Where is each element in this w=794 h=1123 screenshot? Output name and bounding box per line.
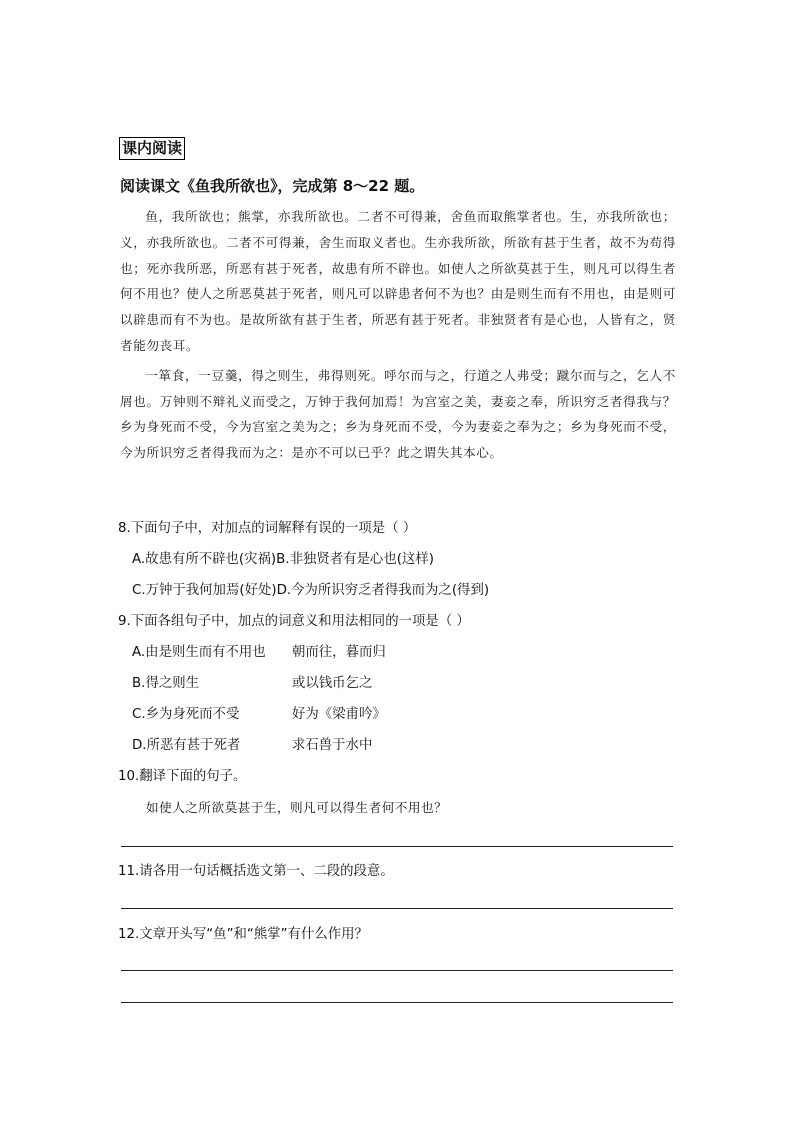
- passage-paragraph-2: 一箪食，一豆羹，得之则生，弗得则死。呼尔而与之，行道之人弗受；蹴尔而与之，乞人不屑也。万钟则不辩礼义而受之，万钟于我何加焉！为宫室之美，妻妾之奉，所识穷乏者得我与？乡为身死而不受，今为宫室之美为之；乡为身死而不受，今为妻妾之奉为之；乡为身死而不受，今为所识穷乏者得我而为之：是亦不可以已乎？此之谓失其本心。: [120, 367, 676, 461]
- reading-instruction: 阅读课文《鱼我所欲也》，完成第 8～22 题。: [120, 177, 425, 195]
- option-sentence: B.得之则生: [132, 676, 200, 691]
- section-label-box: 课内阅读: [119, 137, 185, 160]
- question-9-option-a: [118, 643, 674, 674]
- question-8-options-ab: A.故患有所不辟也(灾祸)B.非独贤者有是心也(这样): [132, 552, 434, 567]
- option-compare-sentence: 或以钱币乞之: [292, 676, 373, 691]
- question-11-stem: 11.请各用一句话概括选文第一、二段的段意。: [118, 864, 394, 879]
- question-8-stem: 8.下面句子中，对加点的词解释有误的一项是（ ）: [118, 521, 417, 536]
- answer-line-10[interactable]: [121, 846, 673, 847]
- question-9-option-c: [118, 705, 674, 736]
- answer-line-12b[interactable]: [121, 1002, 673, 1003]
- question-8-options-cd: C.万钟于我何加焉(好处)D.今为所识穷乏者得我而为之(得到): [132, 583, 490, 598]
- classical-passage: [120, 204, 676, 466]
- option-compare-sentence: 朝而往，暮而归: [292, 645, 386, 660]
- passage-paragraph-1: 鱼，我所欲也；熊掌，亦我所欲也。二者不可得兼，舍鱼而取熊掌者也。生，亦我所欲也；义，亦我所欲也。二者不可得兼，舍生而取义者也。生亦我所欲，所欲有甚于生者，故不为苟得也；死亦我所恶，所恶有甚于死者，故患有所不辟也。如使人之所欲莫甚于生，则凡可以得生者何不用也？使人之所恶莫甚于死者，则凡可以辟患者何不为也？由是则生而有不用也，由是则可以辟患而有不为也。是故所欲有甚于生者，所恶有甚于死者。非独贤者有是心也，人皆有之，贤者能勿丧耳。: [120, 209, 676, 353]
- option-sentence: C.乡为身死而不受: [132, 707, 240, 722]
- answer-line-12a[interactable]: [121, 970, 673, 971]
- option-sentence: D.所恶有甚于死者: [132, 738, 241, 753]
- answer-line-11[interactable]: [121, 908, 673, 909]
- question-9-option-d: [118, 736, 674, 767]
- question-9-option-b: [118, 674, 674, 705]
- question-9-stem: 9.下面各组句子中，加点的词意义和用法相同的一项是（ ）: [118, 614, 470, 629]
- option-sentence: A.由是则生而有不用也: [132, 645, 266, 660]
- option-compare-sentence: 求石兽于水中: [292, 738, 373, 753]
- question-10-stem: 10.翻译下面的句子。: [118, 769, 247, 784]
- option-compare-sentence: 好为《梁甫吟》: [292, 707, 386, 722]
- question-list: [118, 519, 674, 836]
- question-12-stem: 12.文章开头写“鱼”和“熊掌”有什么作用？: [118, 927, 368, 942]
- question-10-sentence: 如使人之所欲莫甚于生，则凡可以得生者何不用也？: [146, 800, 448, 815]
